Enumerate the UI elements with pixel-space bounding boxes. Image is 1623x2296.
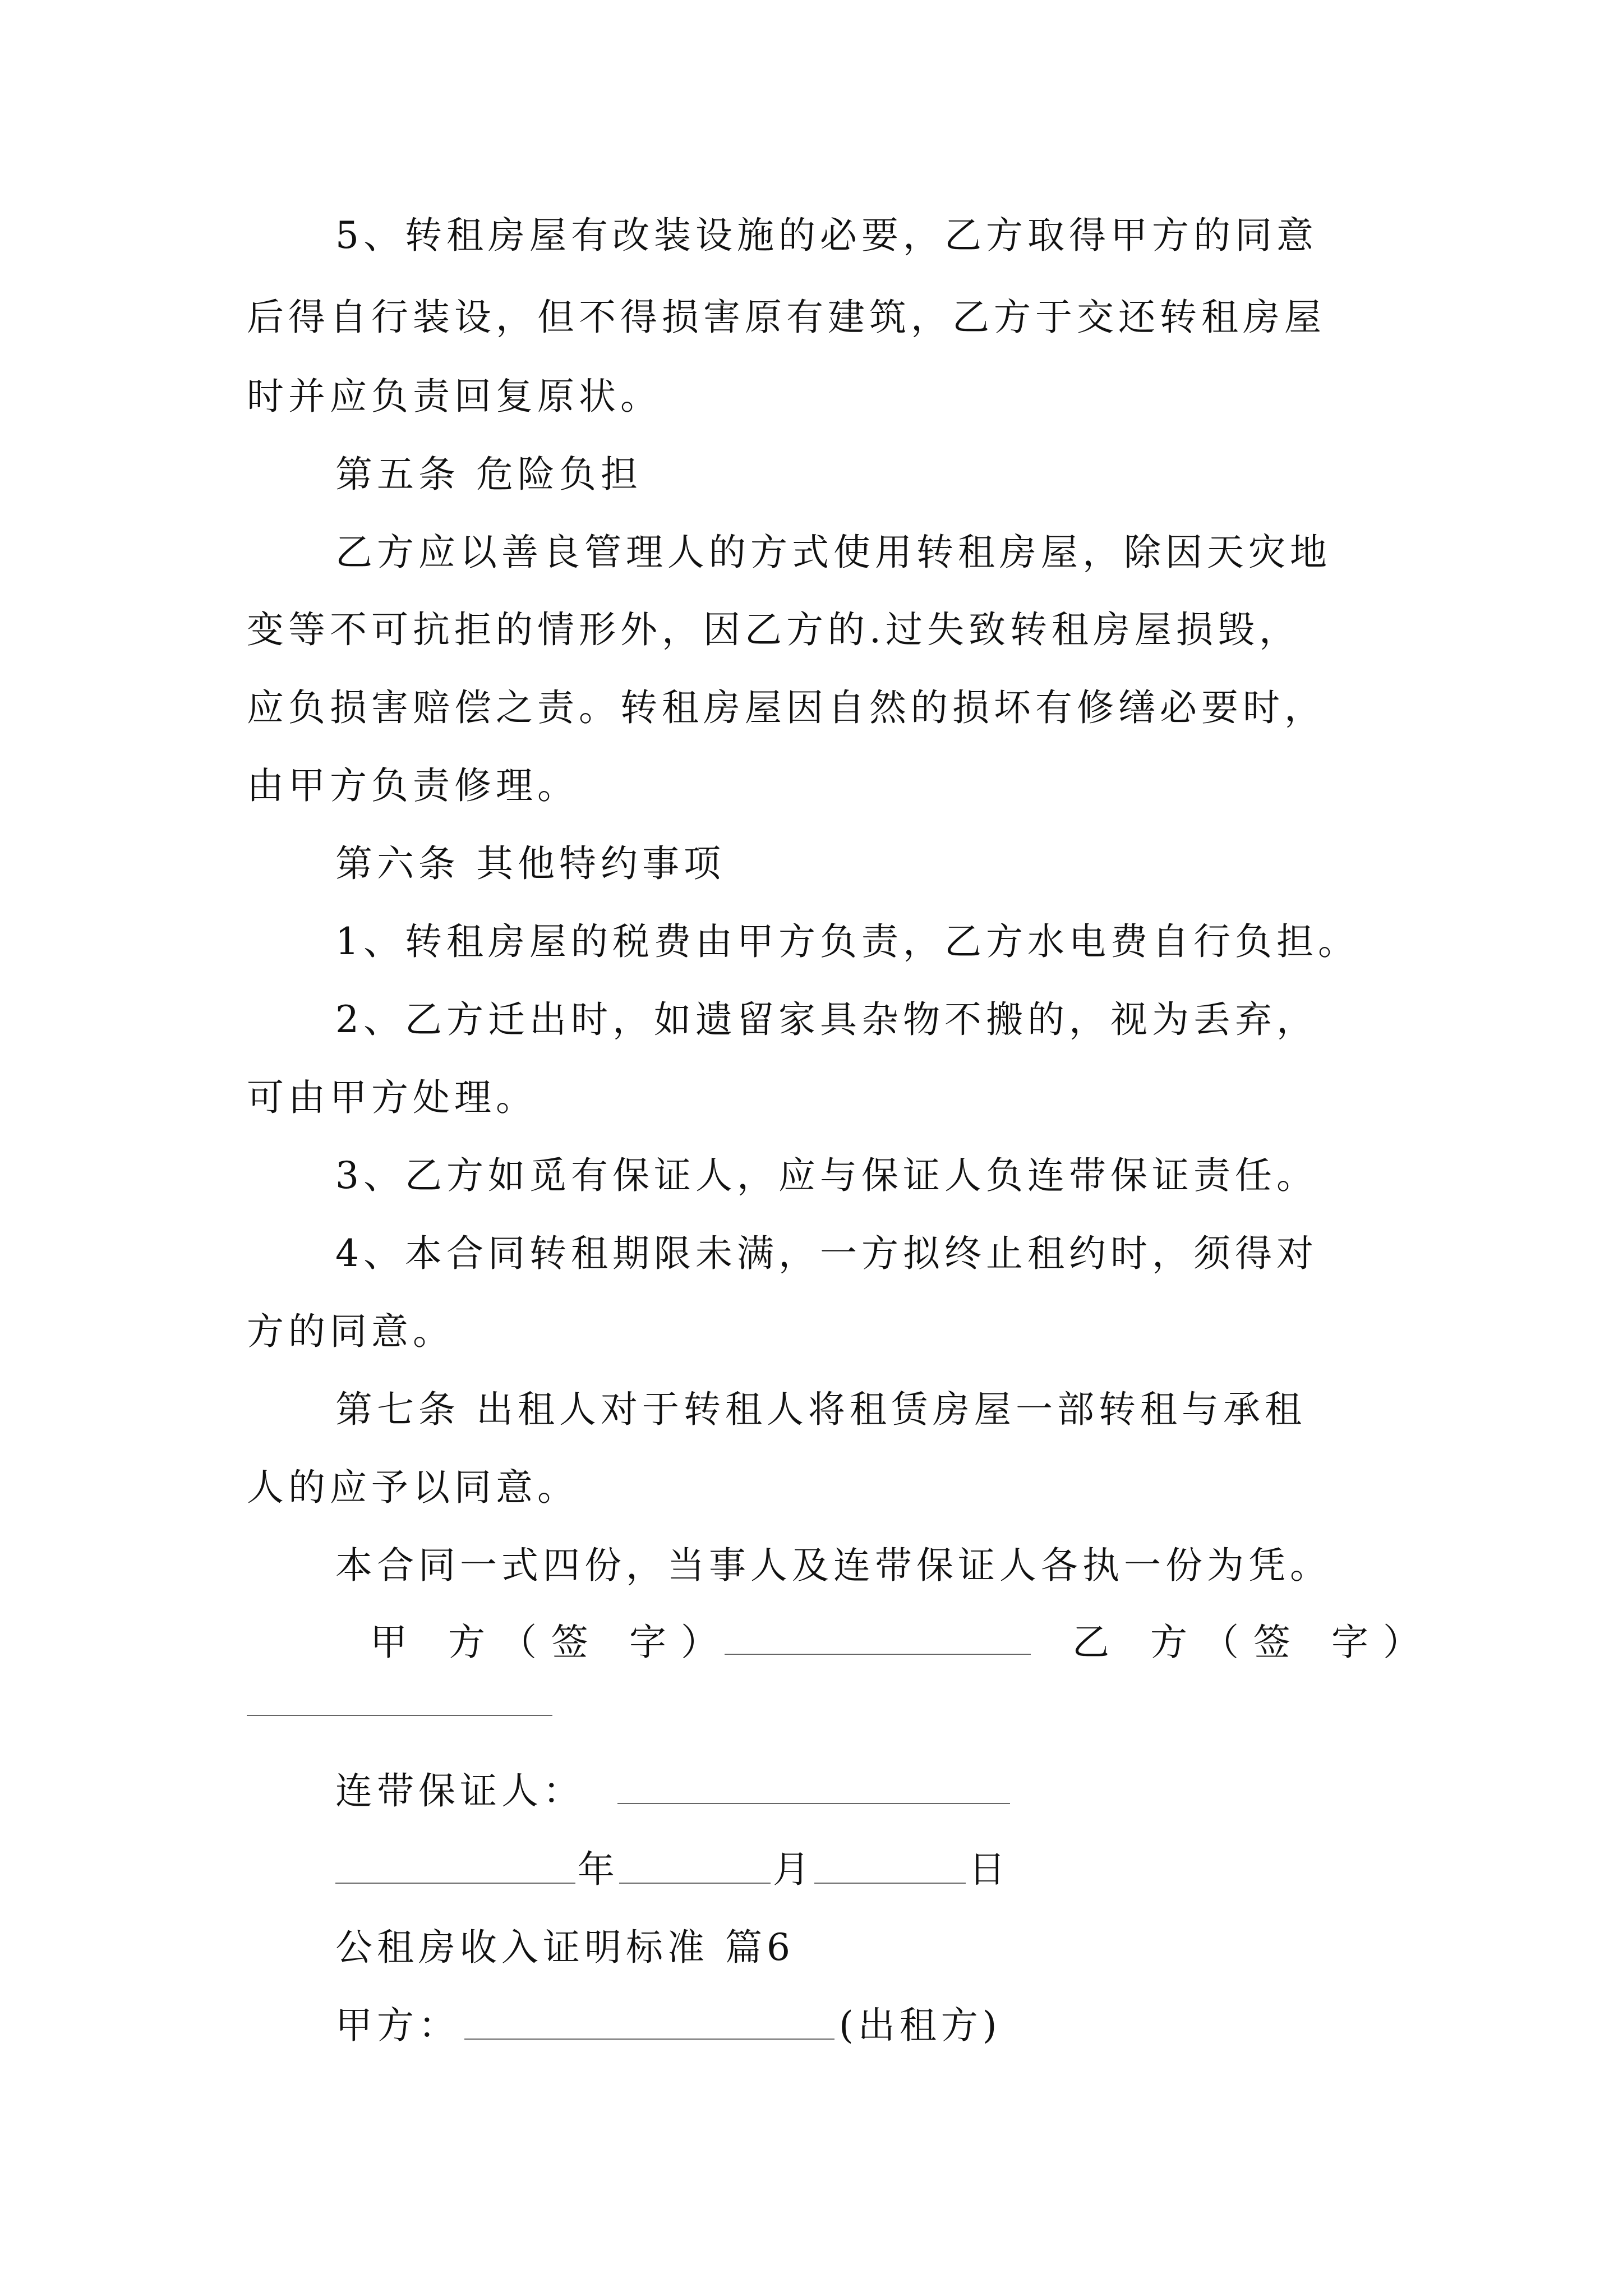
section-heading: 第七条 出租人对于转租人将租赁房屋一部转租与承租	[335, 1388, 1306, 1431]
section-heading: 第六条 其他特约事项	[335, 842, 725, 885]
party-a-name-line	[464, 2039, 834, 2040]
paragraph-line: 可由甲方处理。	[247, 1076, 537, 1119]
section-title: 公租房收入证明标准 篇6	[335, 1926, 795, 1969]
party-a-label: 甲方：	[335, 2004, 460, 2047]
paragraph-line: 3、乙方如觅有保证人，应与保证人负连带保证责任。	[335, 1154, 1318, 1197]
paragraph-line: 应负损害赔偿之责。转租房屋因自然的损坏有修缮必要时，	[247, 686, 1326, 729]
paragraph-line: 5、转租房屋有改装设施的必要，乙方取得甲方的同意	[335, 214, 1318, 257]
paragraph-line: 由甲方负责修理。	[247, 764, 579, 807]
paragraph-line: 后得自行装设，但不得损害原有建筑，乙方于交还转租房屋	[247, 296, 1326, 339]
paragraph-line: 变等不可抗拒的情形外，因乙方的.过失致转租房屋损毁，	[247, 608, 1301, 651]
paragraph-line: 2、乙方迁出时，如遗留家具杂物不搬的，视为丢弃，	[335, 998, 1318, 1041]
date-day-blank	[814, 1883, 966, 1884]
party-a-signature-label: 甲 方（签 字）	[370, 1621, 732, 1664]
paragraph-line: 方的同意。	[247, 1310, 454, 1353]
date-year-blank	[335, 1883, 575, 1884]
guarantor-label: 连带保证人：	[335, 1769, 584, 1812]
paragraph-line: 时并应负责回复原状。	[247, 375, 662, 418]
date-month-label: 月	[773, 1848, 814, 1891]
paragraph-line: 本合同一式四份，当事人及连带保证人各执一份为凭。	[335, 1544, 1331, 1587]
paragraph-line: 乙方应以善良管理人的方式使用转租房屋，除因天灾地	[335, 531, 1331, 574]
party-b-signature-line	[247, 1715, 552, 1716]
party-a-role: (出租方)	[839, 2004, 1002, 2047]
paragraph-line: 1、转租房屋的税费由甲方负责，乙方水电费自行负担。	[335, 920, 1359, 963]
guarantor-signature-line	[617, 1803, 1010, 1804]
date-year-label: 年	[578, 1848, 619, 1891]
paragraph-line: 人的应予以同意。	[247, 1466, 579, 1509]
date-month-blank	[619, 1883, 771, 1884]
date-day-label: 日	[969, 1848, 1010, 1891]
paragraph-line: 4、本合同转租期限未满，一方拟终止租约时，须得对	[335, 1232, 1318, 1275]
section-heading: 第五条 危险负担	[335, 453, 642, 496]
party-a-signature-line	[725, 1654, 1031, 1655]
party-b-signature-label: 乙 方（签 字）	[1072, 1621, 1435, 1664]
